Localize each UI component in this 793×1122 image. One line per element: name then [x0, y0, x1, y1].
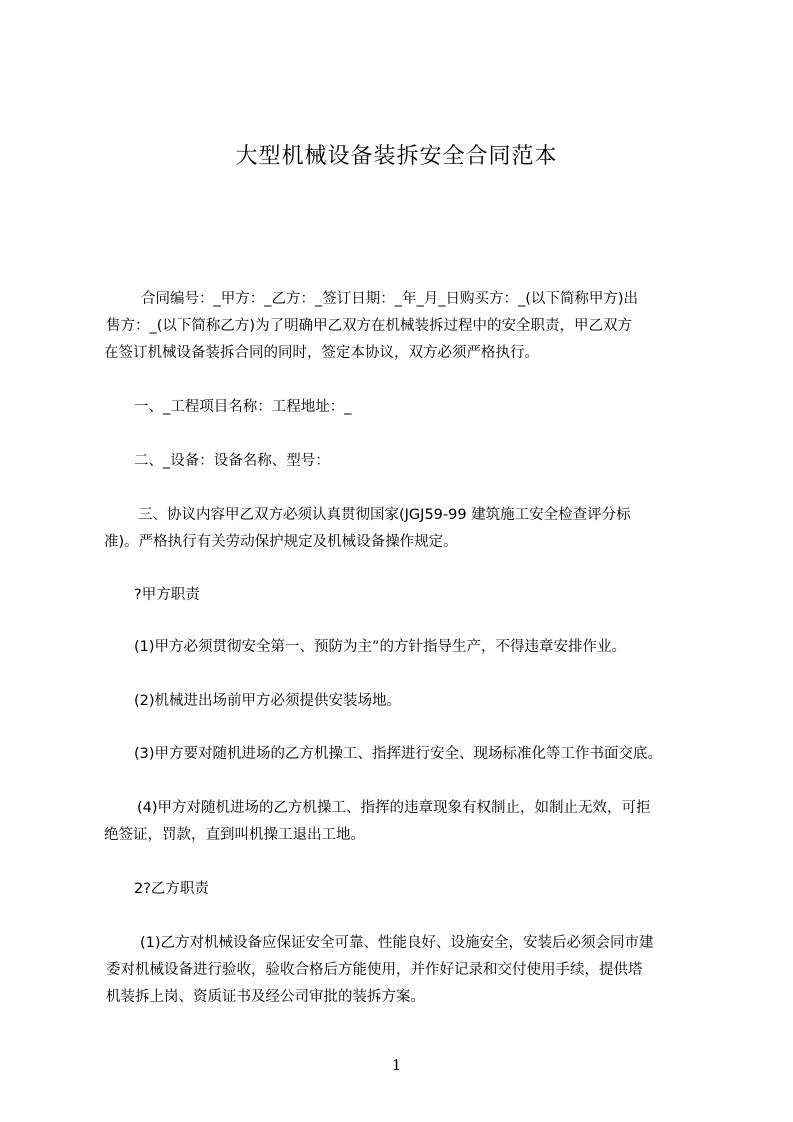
party-a-heading-text: ?甲方职责 [134, 587, 200, 603]
document-title: 大型机械设备装拆安全合同范本 [235, 144, 558, 169]
party-a-item-line: (3)甲方要对随机进场的乙方机操工、指挥进行安全、现场标准化等工作书面交底。 [134, 746, 663, 762]
section-agreement-line: 三、协议内容甲乙双方必须认真贯彻国家(JGJ59-99 建筑施工安全检查评分标 [138, 507, 631, 523]
intro-line: 合同编号：_甲方：_乙方：_签订日期：_年_月_日购买方：_(以下简称甲方)出 [141, 291, 639, 307]
party-a-item [104, 688, 716, 715]
intro-paragraph [104, 286, 716, 367]
section-project-text: 一、_工程项目名称：工程地址：_ [134, 399, 352, 415]
intro-line: 售方：_(以下简称乙方)为了明确甲乙双方在机械装拆过程中的安全职责，甲乙双方 [106, 318, 633, 334]
section-project [104, 394, 716, 421]
party-a-item [104, 741, 716, 768]
party-b-item [104, 930, 716, 1011]
party-a-item-line: (4)甲方对随机进场的乙方机操工、指挥的违章现象有权制止，如制止无效，可拒 [137, 800, 651, 816]
section-equipment [104, 448, 716, 475]
party-a-item-line: 绝签证，罚款，直到叫机操工退出工地。 [104, 827, 365, 843]
section-equipment-text: 二、_设备：设备名称、型号： [134, 453, 330, 469]
party-b-heading [104, 876, 716, 903]
party-a-heading [104, 582, 716, 609]
party-a-item [104, 795, 716, 849]
section-agreement-line: 准)。严格执行有关劳动保护规定及机械设备操作规定。 [104, 534, 458, 550]
party-a-item-line: (1)甲方必须贯彻安全第一、预防为主”的方针指导生产，不得违章安排作业。 [134, 639, 627, 655]
party-b-item-line: 委对机械设备进行验收，验收合格后方能使用，并作好记录和交付使用手续，提供塔 [106, 962, 643, 978]
intro-line: 在签订机械设备装拆合同的同时，签定本协议，双方必须严格执行。 [104, 345, 539, 361]
party-a-item-line: (2)机械进出场前甲方必须提供安装场地。 [134, 693, 402, 709]
party-b-heading-text: 2?乙方职责 [134, 881, 209, 897]
page-number: 1 [391, 1056, 402, 1074]
party-b-item-line: 机装拆上岗、资质证书及经公司审批的装拆方案。 [106, 989, 425, 1005]
party-a-item [104, 634, 716, 661]
party-b-item-line: (1)乙方对机械设备应保证安全可靠、性能良好、设施安全，安装后必须会同市建 [140, 935, 654, 951]
section-agreement [104, 502, 716, 556]
